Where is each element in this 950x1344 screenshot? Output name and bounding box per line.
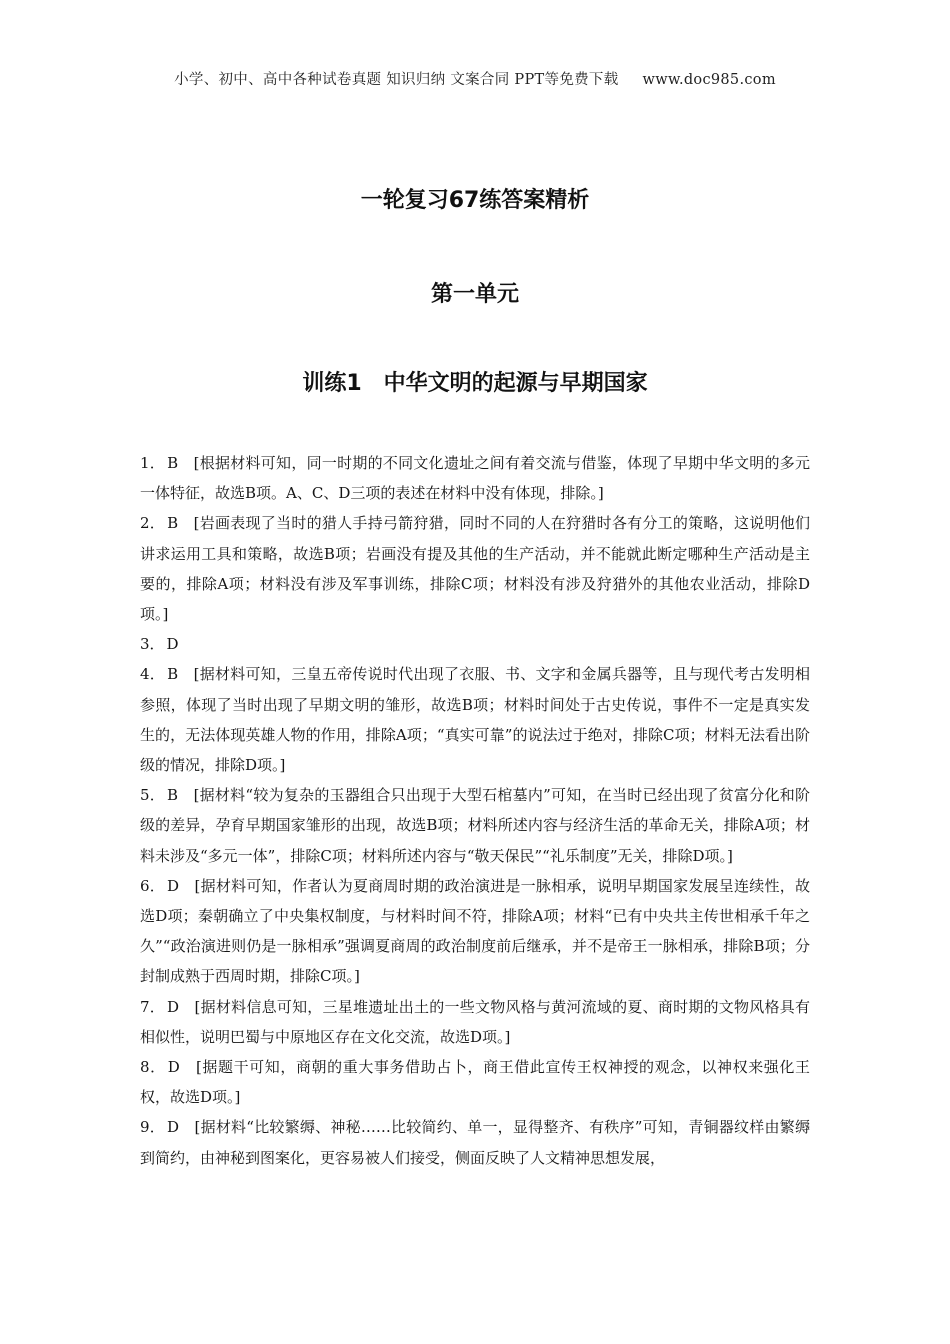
- answer-item: [140, 871, 810, 992]
- document-title: 一轮复习67练答案精析: [360, 188, 590, 213]
- answer-text: B [据材料可知，三皇五帝传说时代出现了衣服、书、文字和金属兵器等，且与现代考古发明相参照，体现了当时出现了早期文明的雏形，故选B项；材料时间处于古史传说，事件不一定是真实发生的，无法体现英雄人物的作用，排除A项；“真实可靠”的说法过于绝对，排除C项；材料无法看出阶级的情况，排除D项。]: [140, 665, 810, 775]
- header-text: 小学、初中、高中各种试卷真题 知识归纳 文案合同 PPT等免费下载: [174, 72, 619, 88]
- answer-text: B [据材料“较为复杂的玉器组合只出现于大型石棺墓内”可知，在当时已经出现了贫富分化和阶级的差异，孕育早期国家雏形的出现，故选B项；材料所述内容与经济生活的革命无关，排除A项；材料未涉及“多元一体”，排除C项；材料所述内容与“敬天保民”“礼乐制度”无关，排除D项。]: [140, 786, 810, 865]
- answer-number: 4．: [140, 665, 166, 684]
- answer-item: [140, 992, 810, 1052]
- answer-number: 1．: [140, 454, 166, 472]
- answer-item: [140, 1112, 810, 1172]
- answer-number: 9．: [140, 1118, 166, 1137]
- answer-number: 5．: [140, 786, 166, 805]
- answer-text: B [根据材料可知，同一时期的不同文化遗址之间有着交流与借鉴，体现了早期中华文明的多元一体特征，故选B项。A、C、D三项的表述在材料中没有体现，排除。]: [140, 454, 810, 503]
- answer-number: 6．: [140, 876, 166, 895]
- section-title: 训练1 中华文明的起源与早期国家: [302, 371, 648, 396]
- unit-title: 第一单元: [430, 282, 519, 307]
- answer-item: [140, 659, 810, 780]
- answer-text: D [据材料“比较繁缛、神秘……比较简约、单一，显得整齐、有秩序”可知，青铜器纹样由繁缛到简约，由神秘到图案化，更容易被人们接受，侧面反映了人文精神思想发展，: [140, 1118, 810, 1167]
- answer-number: 3．: [140, 635, 165, 654]
- answer-list: [140, 448, 810, 1173]
- answer-text: D [据题干可知，商朝的重大事务借助占卜，商王借此宣传王权神授的观念，以神权来强化王权，故选D项。]: [140, 1058, 810, 1107]
- answer-text: D: [166, 635, 179, 654]
- page-header: [0, 68, 950, 89]
- answer-item: [140, 448, 810, 508]
- answer-number: 8．: [140, 1058, 166, 1077]
- answer-text: D [据材料可知，作者认为夏商周时期的政治演进是一脉相承，说明早期国家发展呈连续性，故选D项；秦朝确立了中央集权制度，与材料时间不符，排除A项；材料“已有中央共主传世相承千年之久”“政治演进则仍是一脉相承”强调夏商周的政治制度前后继承，并不是帝王一脉相承，排除B项；分封制成熟于西周时期，排除C项。]: [140, 876, 810, 986]
- answer-item: [140, 1052, 810, 1112]
- answer-text: D [据材料信息可知，三星堆遗址出土的一些文物风格与黄河流域的夏、商时期的文物风格具有相似性，说明巴蜀与中原地区存在文化交流，故选D项。]: [140, 997, 810, 1046]
- answer-number: 7．: [140, 997, 166, 1016]
- answer-text: B [岩画表现了当时的猎人手持弓箭狩猎，同时不同的人在狩猎时各有分工的策略，这说明他们讲求运用工具和策略，故选B项；岩画没有提及其他的生产活动，并不能就此断定哪种生产活动是主要的，排除A项；材料没有涉及军事训练，排除C项；材料没有涉及狩猎外的其他农业活动，排除D项。]: [140, 514, 810, 624]
- answer-number: 2．: [140, 514, 166, 533]
- answer-item: [140, 629, 810, 659]
- answer-item: [140, 780, 810, 871]
- answer-item: [140, 508, 810, 629]
- header-site-link[interactable]: www.doc985.com: [642, 72, 776, 88]
